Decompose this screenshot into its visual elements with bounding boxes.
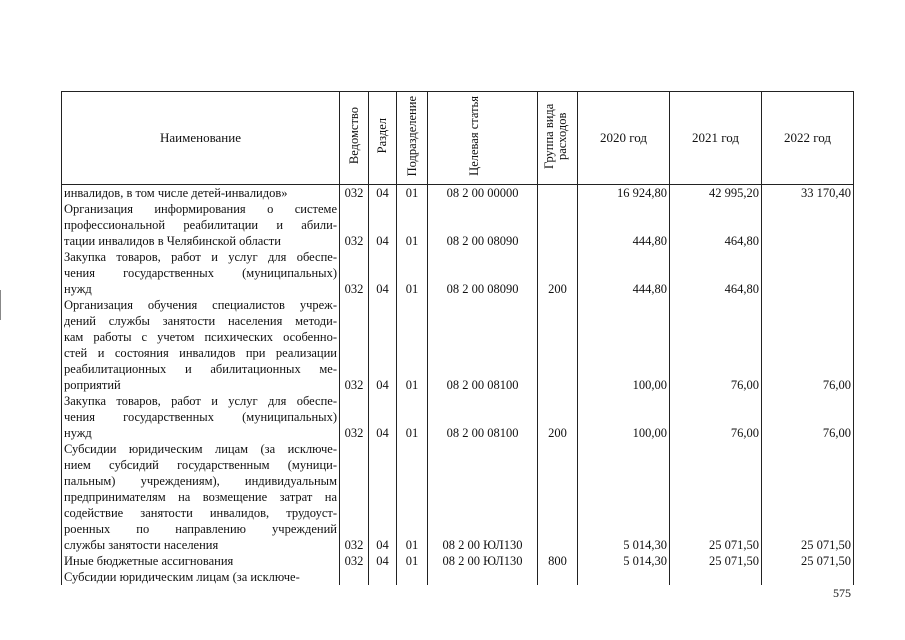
header-podrazdel: Подразделение: [397, 92, 428, 185]
cell-2022: 25 071,50: [762, 441, 854, 553]
header-name: Наименование: [62, 92, 340, 185]
cell-celevaya: 08 2 00 ЮЛ130: [428, 441, 538, 553]
row-name-line: реабилитационных и абилитационных ме-: [64, 362, 337, 376]
header-2020: 2020 год: [578, 92, 670, 185]
table-row: [62, 297, 854, 393]
row-name-line: пальным) учреждениям), индивидуальным: [64, 474, 337, 488]
cell-razdel: [369, 569, 397, 585]
row-name: [62, 441, 340, 553]
cell-razdel: 04: [369, 553, 397, 569]
row-name-line: Организация информирования о системе: [64, 202, 337, 216]
header-vedomstvo: Ведомство: [340, 92, 369, 185]
cell-gruppa: [538, 201, 578, 249]
cell-vedomstvo: 032: [340, 249, 369, 297]
cell-razdel: 04: [369, 441, 397, 553]
table-body: [62, 185, 854, 586]
row-name-line: стей и состояния инвалидов при реализации: [64, 346, 337, 360]
cell-podrazdel: 01: [397, 297, 428, 393]
header-razdel: Раздел: [369, 92, 397, 185]
row-name-line: чения государственных (муниципальных): [64, 410, 337, 424]
cell-2020: 100,00: [578, 393, 670, 441]
scan-edge-mark: [0, 290, 1, 320]
cell-2022: 76,00: [762, 393, 854, 441]
cell-2022: [762, 569, 854, 585]
cell-2020: 444,80: [578, 201, 670, 249]
row-name: [62, 297, 340, 393]
header-2022: 2022 год: [762, 92, 854, 185]
cell-razdel: 04: [369, 297, 397, 393]
row-name: [62, 249, 340, 297]
cell-2021: [670, 569, 762, 585]
cell-2022: [762, 249, 854, 297]
cell-podrazdel: 01: [397, 553, 428, 569]
cell-vedomstvo: 032: [340, 185, 369, 202]
row-name-line: Субсидии юридическим лицам (за исключе-: [64, 442, 337, 456]
header-gruppa: Группа вида расходов: [538, 92, 578, 185]
cell-razdel: 04: [369, 393, 397, 441]
row-name: [62, 185, 340, 202]
budget-table: [61, 91, 854, 585]
table-row: [62, 441, 854, 553]
cell-podrazdel: [397, 569, 428, 585]
table-row: [62, 553, 854, 569]
cell-2021: 464,80: [670, 249, 762, 297]
cell-gruppa: [538, 441, 578, 553]
row-name-line: нием субсидий государственным (муници-: [64, 458, 337, 472]
row-name: [62, 569, 340, 585]
page-number: 575: [833, 586, 851, 600]
cell-celevaya: 08 2 00 08100: [428, 297, 538, 393]
cell-2022: 76,00: [762, 297, 854, 393]
cell-gruppa: [538, 297, 578, 393]
row-name-line: службы занятости населения: [64, 538, 219, 552]
cell-gruppa: 200: [538, 393, 578, 441]
table-row: [62, 201, 854, 249]
cell-celevaya: [428, 569, 538, 585]
row-name-line: кам работы с учетом психических особенно-: [64, 330, 337, 344]
table-row: [62, 249, 854, 297]
row-name-line: чения государственных (муниципальных): [64, 266, 337, 280]
row-name: [62, 393, 340, 441]
cell-2020: 444,80: [578, 249, 670, 297]
row-name-line: тации инвалидов в Челябинской области: [64, 234, 281, 248]
cell-2020: [578, 569, 670, 585]
header-celevaya: Целевая статья: [428, 92, 538, 185]
row-name-line: нужд: [64, 426, 92, 440]
row-name-line: Организация обучения специалистов учреж-: [64, 298, 337, 312]
table-row: [62, 569, 854, 585]
cell-vedomstvo: [340, 569, 369, 585]
row-name-line: нужд: [64, 282, 92, 296]
cell-2020: 16 924,80: [578, 185, 670, 202]
cell-gruppa: 200: [538, 249, 578, 297]
cell-podrazdel: 01: [397, 249, 428, 297]
table-row: [62, 393, 854, 441]
row-name-line: содействие занятости инвалидов, трудоуст-: [64, 506, 337, 520]
cell-2021: 25 071,50: [670, 553, 762, 569]
row-name-line: Закупка товаров, работ и услуг для обеспе-: [64, 394, 337, 408]
cell-celevaya: 08 2 00 ЮЛ130: [428, 553, 538, 569]
row-name: [62, 201, 340, 249]
row-name-line: предпринимателям на возмещение затрат на: [64, 490, 337, 504]
cell-2021: 76,00: [670, 297, 762, 393]
row-name: [62, 553, 340, 569]
cell-vedomstvo: 032: [340, 553, 369, 569]
table-header: [62, 92, 854, 185]
cell-celevaya: 08 2 00 08090: [428, 201, 538, 249]
cell-2022: [762, 201, 854, 249]
cell-2020: 5 014,30: [578, 553, 670, 569]
cell-celevaya: 08 2 00 08100: [428, 393, 538, 441]
cell-vedomstvo: 032: [340, 201, 369, 249]
cell-podrazdel: 01: [397, 441, 428, 553]
row-name-line: роприятий: [64, 378, 121, 392]
cell-vedomstvo: 032: [340, 441, 369, 553]
cell-gruppa: 800: [538, 553, 578, 569]
row-name-line: Иные бюджетные ассигнования: [64, 554, 234, 568]
cell-razdel: 04: [369, 185, 397, 202]
row-name-line: профессиональной реабилитации и абили-: [64, 218, 337, 232]
cell-podrazdel: 01: [397, 393, 428, 441]
cell-2021: 25 071,50: [670, 441, 762, 553]
cell-2022: 25 071,50: [762, 553, 854, 569]
cell-gruppa: [538, 185, 578, 202]
table-row: [62, 185, 854, 202]
cell-vedomstvo: 032: [340, 393, 369, 441]
row-name-line: Закупка товаров, работ и услуг для обеспе-: [64, 250, 337, 264]
cell-razdel: 04: [369, 249, 397, 297]
cell-vedomstvo: 032: [340, 297, 369, 393]
row-name-line: Субсидии юридическим лицам (за исключе-: [64, 570, 300, 584]
cell-2020: 5 014,30: [578, 441, 670, 553]
cell-celevaya: 08 2 00 08090: [428, 249, 538, 297]
row-name-line: роенных по направлению учреждений: [64, 522, 337, 536]
cell-celevaya: 08 2 00 00000: [428, 185, 538, 202]
row-name-line: дений службы занятости населения методи-: [64, 314, 337, 328]
cell-razdel: 04: [369, 201, 397, 249]
cell-podrazdel: 01: [397, 185, 428, 202]
cell-2022: 33 170,40: [762, 185, 854, 202]
cell-2021: 76,00: [670, 393, 762, 441]
row-name-line: инвалидов, в том числе детей-инвалидов»: [64, 186, 288, 200]
cell-gruppa: [538, 569, 578, 585]
cell-2021: 42 995,20: [670, 185, 762, 202]
cell-podrazdel: 01: [397, 201, 428, 249]
header-2021: 2021 год: [670, 92, 762, 185]
cell-2020: 100,00: [578, 297, 670, 393]
cell-2021: 464,80: [670, 201, 762, 249]
